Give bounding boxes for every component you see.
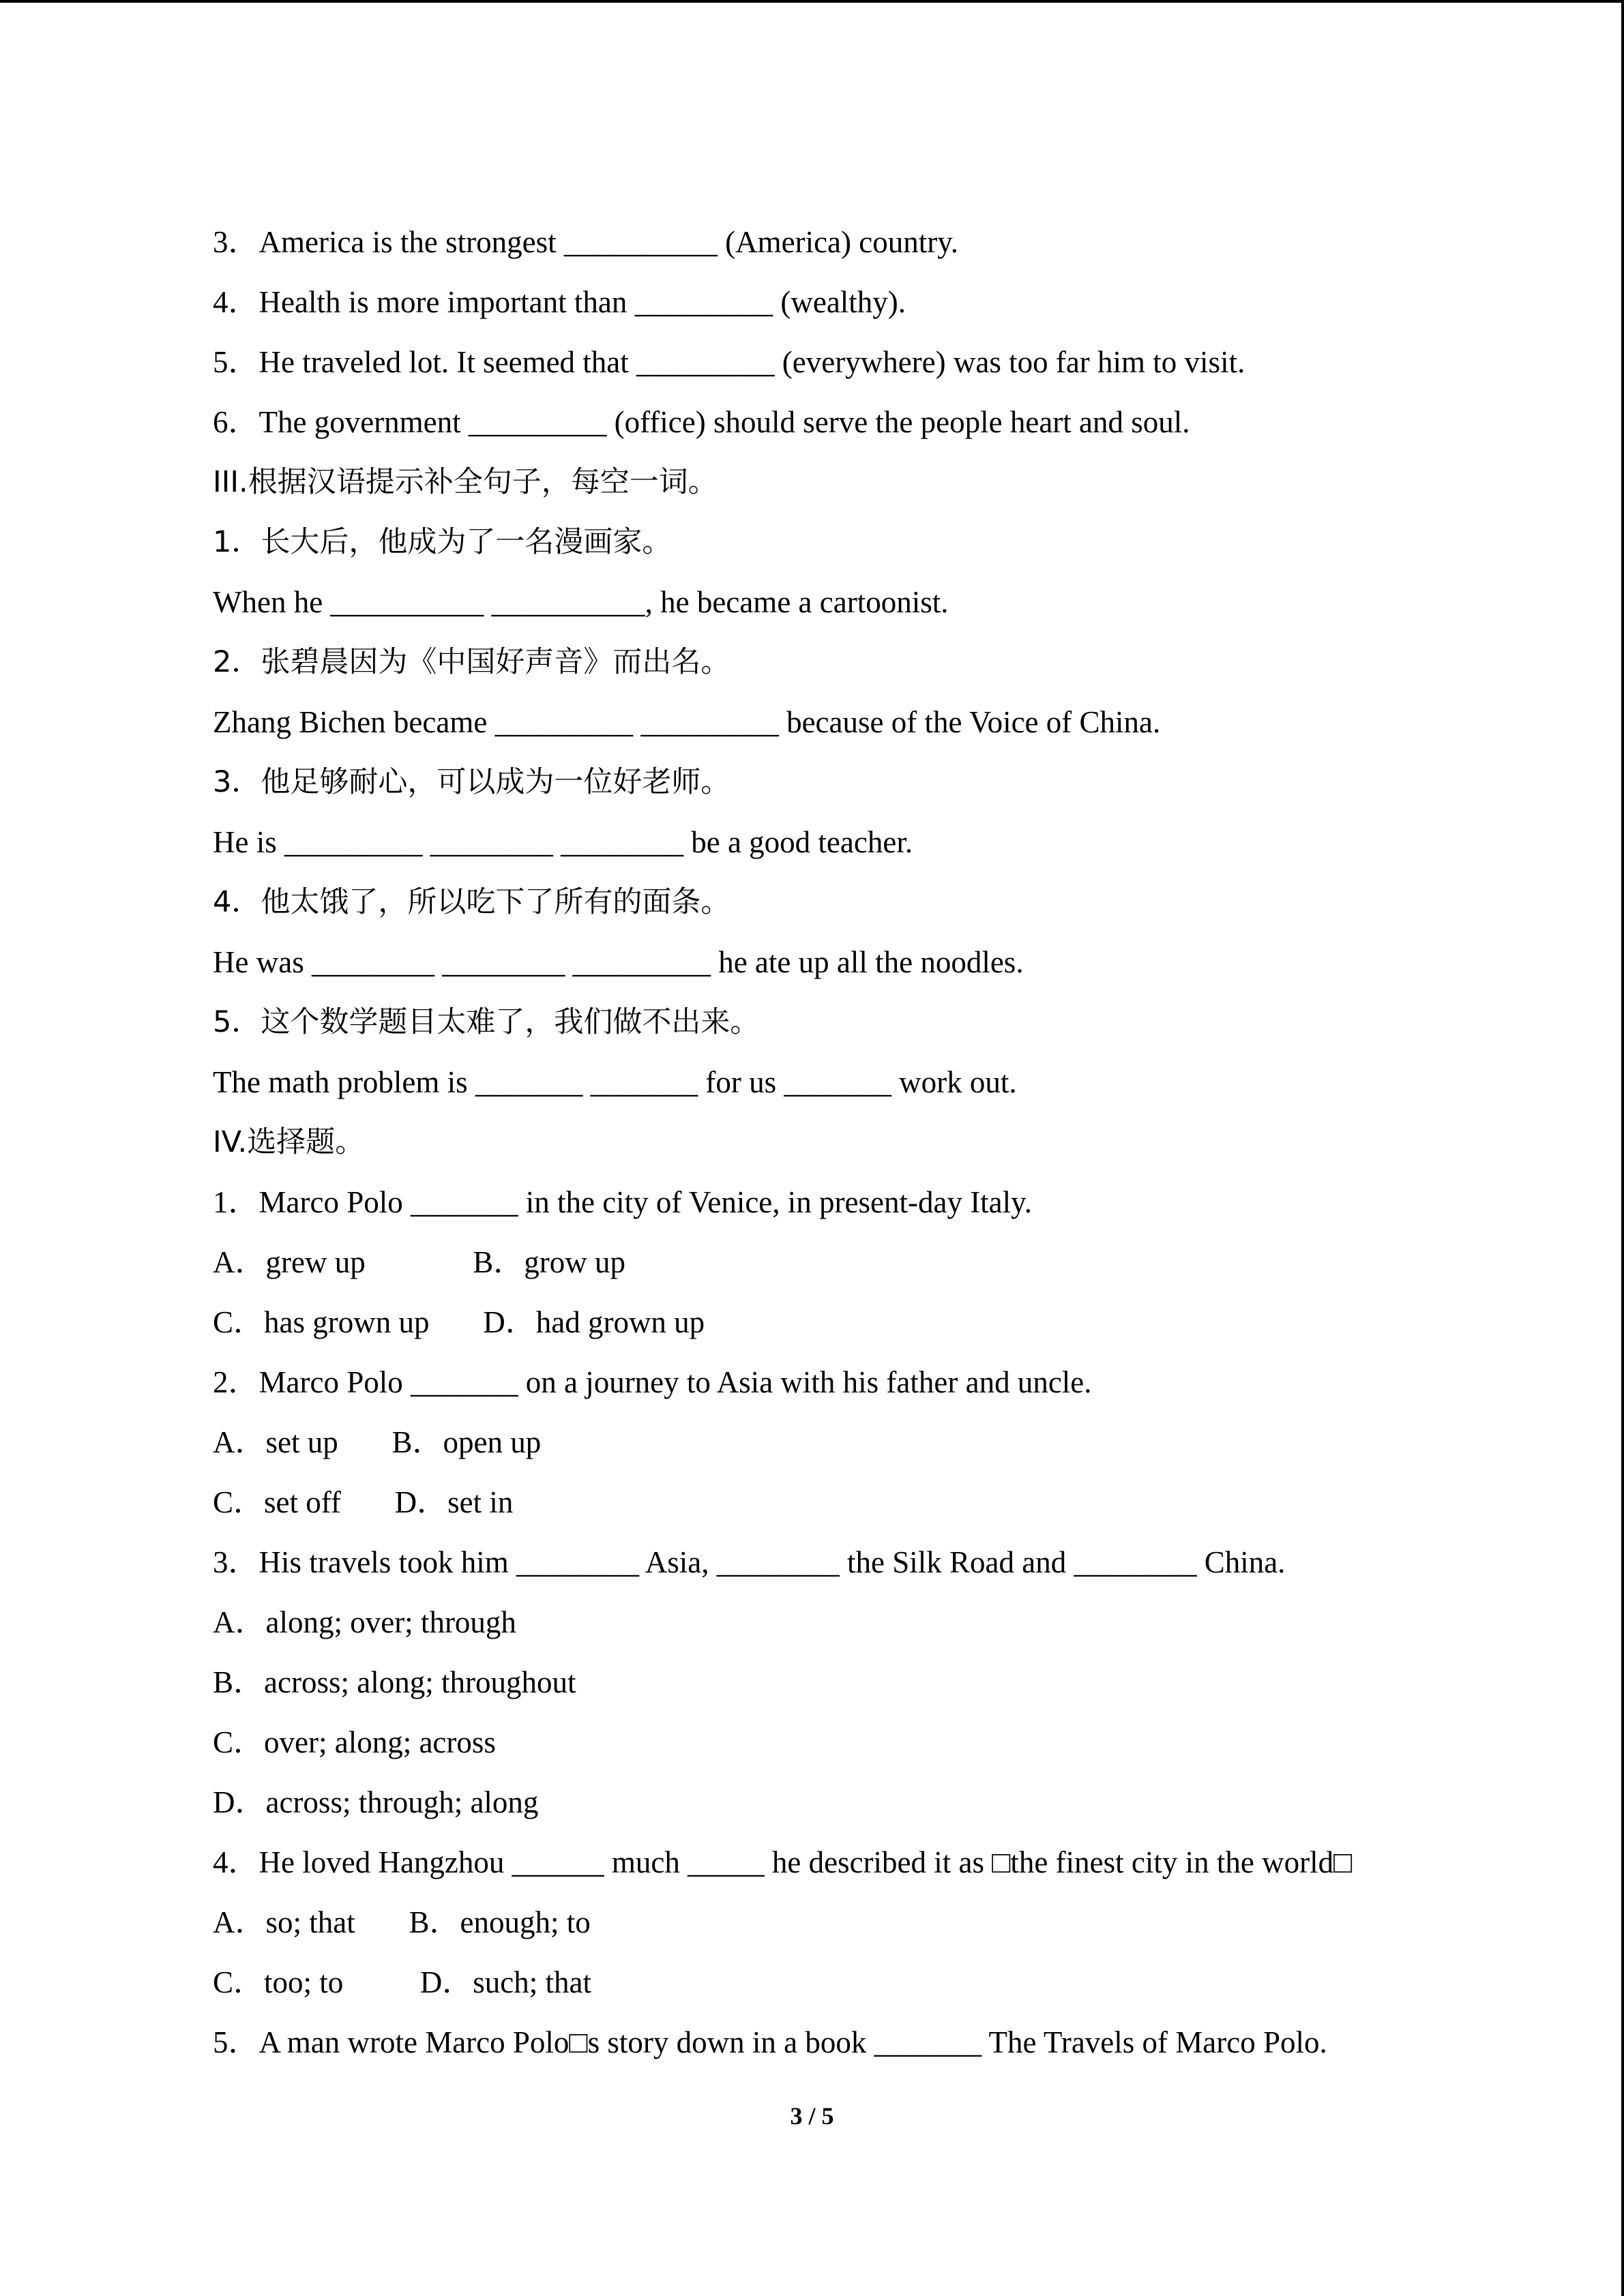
- question-line: 2．Marco Polo _______ on a journey to Asia with his father and uncle.: [213, 1365, 1092, 1399]
- question-prompt-chinese: 4．他太饿了，所以吃下了所有的面条。: [213, 885, 730, 919]
- answer-options: A．so; that B．enough; to: [213, 1905, 591, 1939]
- question-line: The math problem is _______ _______ for us _______ work out.: [213, 1065, 1017, 1099]
- answer-options: A．set up B．open up: [213, 1425, 542, 1459]
- question-line: He was ________ ________ _________ he ate up all the noodles.: [213, 945, 1024, 979]
- section-title: III.根据汉语提示补全句子，每空一词。: [213, 465, 718, 499]
- question-prompt-chinese: 2．张碧晨因为《中国好声音》而出名。: [213, 645, 730, 679]
- question-line: 4．Health is more important than _________ (wealthy).: [213, 285, 906, 319]
- question-line: He is _________ ________ ________ be a good teacher.: [213, 825, 913, 859]
- question-line: 3．America is the strongest __________ (America) country.: [213, 225, 959, 259]
- question-prompt-chinese: 5．这个数学题目太难了，我们做不出来。: [213, 1005, 760, 1039]
- section-title: IV.选择题。: [213, 1125, 365, 1159]
- answer-option: A．along; over; through: [213, 1605, 516, 1639]
- page-content: [213, 212, 1509, 2072]
- page-number: 3 / 5: [790, 2102, 834, 2130]
- question-prompt-chinese: 1．长大后，他成为了一名漫画家。: [213, 525, 672, 559]
- top-border-line: [0, 0, 1624, 3]
- answer-option: D．across; through; along: [213, 1785, 539, 1819]
- question-line: 5．A man wrote Marco Polo□s story down in a book _______ The Travels of Marco Polo.: [213, 2025, 1327, 2059]
- answer-options: C．too; to D．such; that: [213, 1965, 591, 1999]
- question-line: 1．Marco Polo _______ in the city of Venice, in present-day Italy.: [213, 1185, 1032, 1219]
- answer-option: B．across; along; throughout: [213, 1665, 576, 1699]
- answer-options: C．set off D．set in: [213, 1485, 514, 1519]
- question-line: 3．His travels took him ________ Asia, ________ the Silk Road and ________ China.: [213, 1545, 1286, 1579]
- right-border-line: [1621, 0, 1624, 2296]
- question-line: When he __________ __________, he became a cartoonist.: [213, 585, 949, 619]
- question-line: 4．He loved Hangzhou ______ much _____ he described it as □the finest city in the world□: [213, 1845, 1353, 1879]
- answer-option: C．over; along; across: [213, 1725, 496, 1759]
- answer-options: A．grew up B．grow up: [213, 1245, 625, 1279]
- answer-options: C．has grown up D．had grown up: [213, 1305, 705, 1339]
- question-line: 5．He traveled lot. It seemed that _________ (everywhere) was too far him to visit.: [213, 345, 1245, 379]
- question-line: Zhang Bichen became _________ _________ because of the Voice of China.: [213, 705, 1161, 739]
- question-prompt-chinese: 3．他足够耐心，可以成为一位好老师。: [213, 765, 730, 799]
- question-line: 6．The government _________ (office) should serve the people heart and soul.: [213, 405, 1190, 439]
